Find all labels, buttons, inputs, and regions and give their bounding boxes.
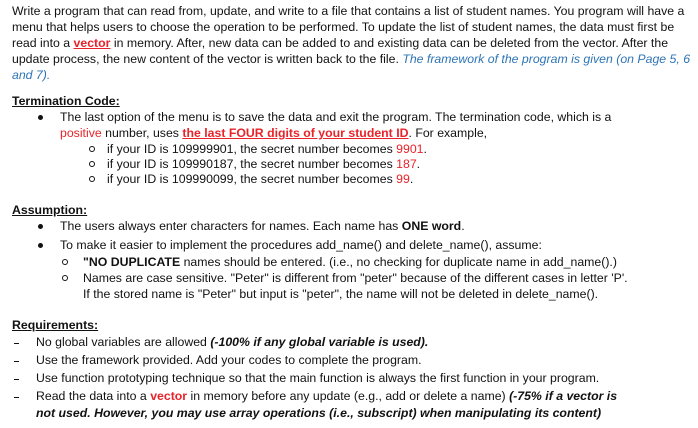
bullet-icon — [38, 224, 43, 229]
dash-icon — [14, 361, 19, 362]
requirement-3: Use function prototyping technique so that the main function is always the first function in your program. — [36, 371, 600, 385]
intro-paragraph — [12, 3, 692, 83]
bullet-icon — [38, 115, 43, 120]
intro-text-1: Write a program that can read from, update, and write to a file that contains a list of student names. You program will have a menu that helps users to choose the operation to be performed. To update the list of student names, the data must first be read into a — [12, 4, 685, 50]
dash-icon — [14, 397, 19, 398]
bullet-icon — [38, 243, 43, 248]
termination-bullet-line1: The last option of the menu is to save the data and exit the program. The termination code, which is a — [60, 110, 612, 124]
sub-bullet-icon — [62, 259, 68, 265]
last-four-digits: the last FOUR digits of your student ID — [182, 126, 409, 140]
example-1: if your ID is 109999901, the secret number becomes 9901. — [107, 142, 427, 156]
termination-bullet-line2: positive number, uses the last FOUR digits of your student ID. For example, — [60, 126, 488, 140]
assumption-heading: Assumption: — [12, 203, 88, 217]
requirement-4-line1: Read the data into a vector in memory before any update (e.g., add or delete a name) (-75% if a vector is — [36, 389, 618, 403]
assumption-sub-1: "NO DUPLICATE names should be entered. (i.e., no checking for duplicate name in add_name().) — [83, 255, 617, 269]
example-2: if your ID is 109990187, the secret number becomes 187. — [107, 157, 421, 171]
dash-icon — [14, 379, 19, 380]
example-3: if your ID is 109990099, the secret number becomes 99. — [107, 172, 414, 186]
intro-text-2: in memory. After, new data can be added to and existing data can be deleted from the vector. After the update process, the new content of the vector is written back to the file. — [12, 36, 669, 66]
sub-bullet-icon — [89, 146, 95, 152]
assumption-sub-2-line1: Names are case sensitive. "Peter" is different from "peter" because of the different cases in letter 'P'. — [83, 271, 628, 285]
assumption-bullet-2: To make it easier to implement the procedures add_name() and delete_name(), assume: — [60, 238, 542, 252]
requirement-4-line2: not used. However, you may use array operations (i.e., subscript) when manipulating its content) — [36, 406, 602, 420]
sub-bullet-icon — [89, 161, 95, 167]
assumption-sub-2-line2: If the stored name is "Peter" but input is "peter", the name will not be deleted in delete_name(). — [83, 287, 599, 301]
dash-icon — [14, 343, 19, 344]
positive-word: positive — [60, 126, 102, 140]
requirements-heading: Requirements: — [12, 318, 99, 332]
framework-note: The framework of the program is given (on Page 5, 6 and 7). — [12, 52, 691, 82]
intro-vector-word: vector — [73, 36, 111, 50]
requirement-1: No global variables are allowed (-100% if any global variable is used). — [36, 335, 429, 349]
assumption-bullet-1: The users always enter characters for names. Each name has ONE word. — [60, 219, 465, 233]
sub-bullet-icon — [89, 176, 95, 182]
termination-heading: Termination Code: — [12, 94, 120, 108]
sub-bullet-icon — [62, 275, 68, 281]
requirement-2: Use the framework provided. Add your codes to complete the program. — [36, 353, 422, 367]
